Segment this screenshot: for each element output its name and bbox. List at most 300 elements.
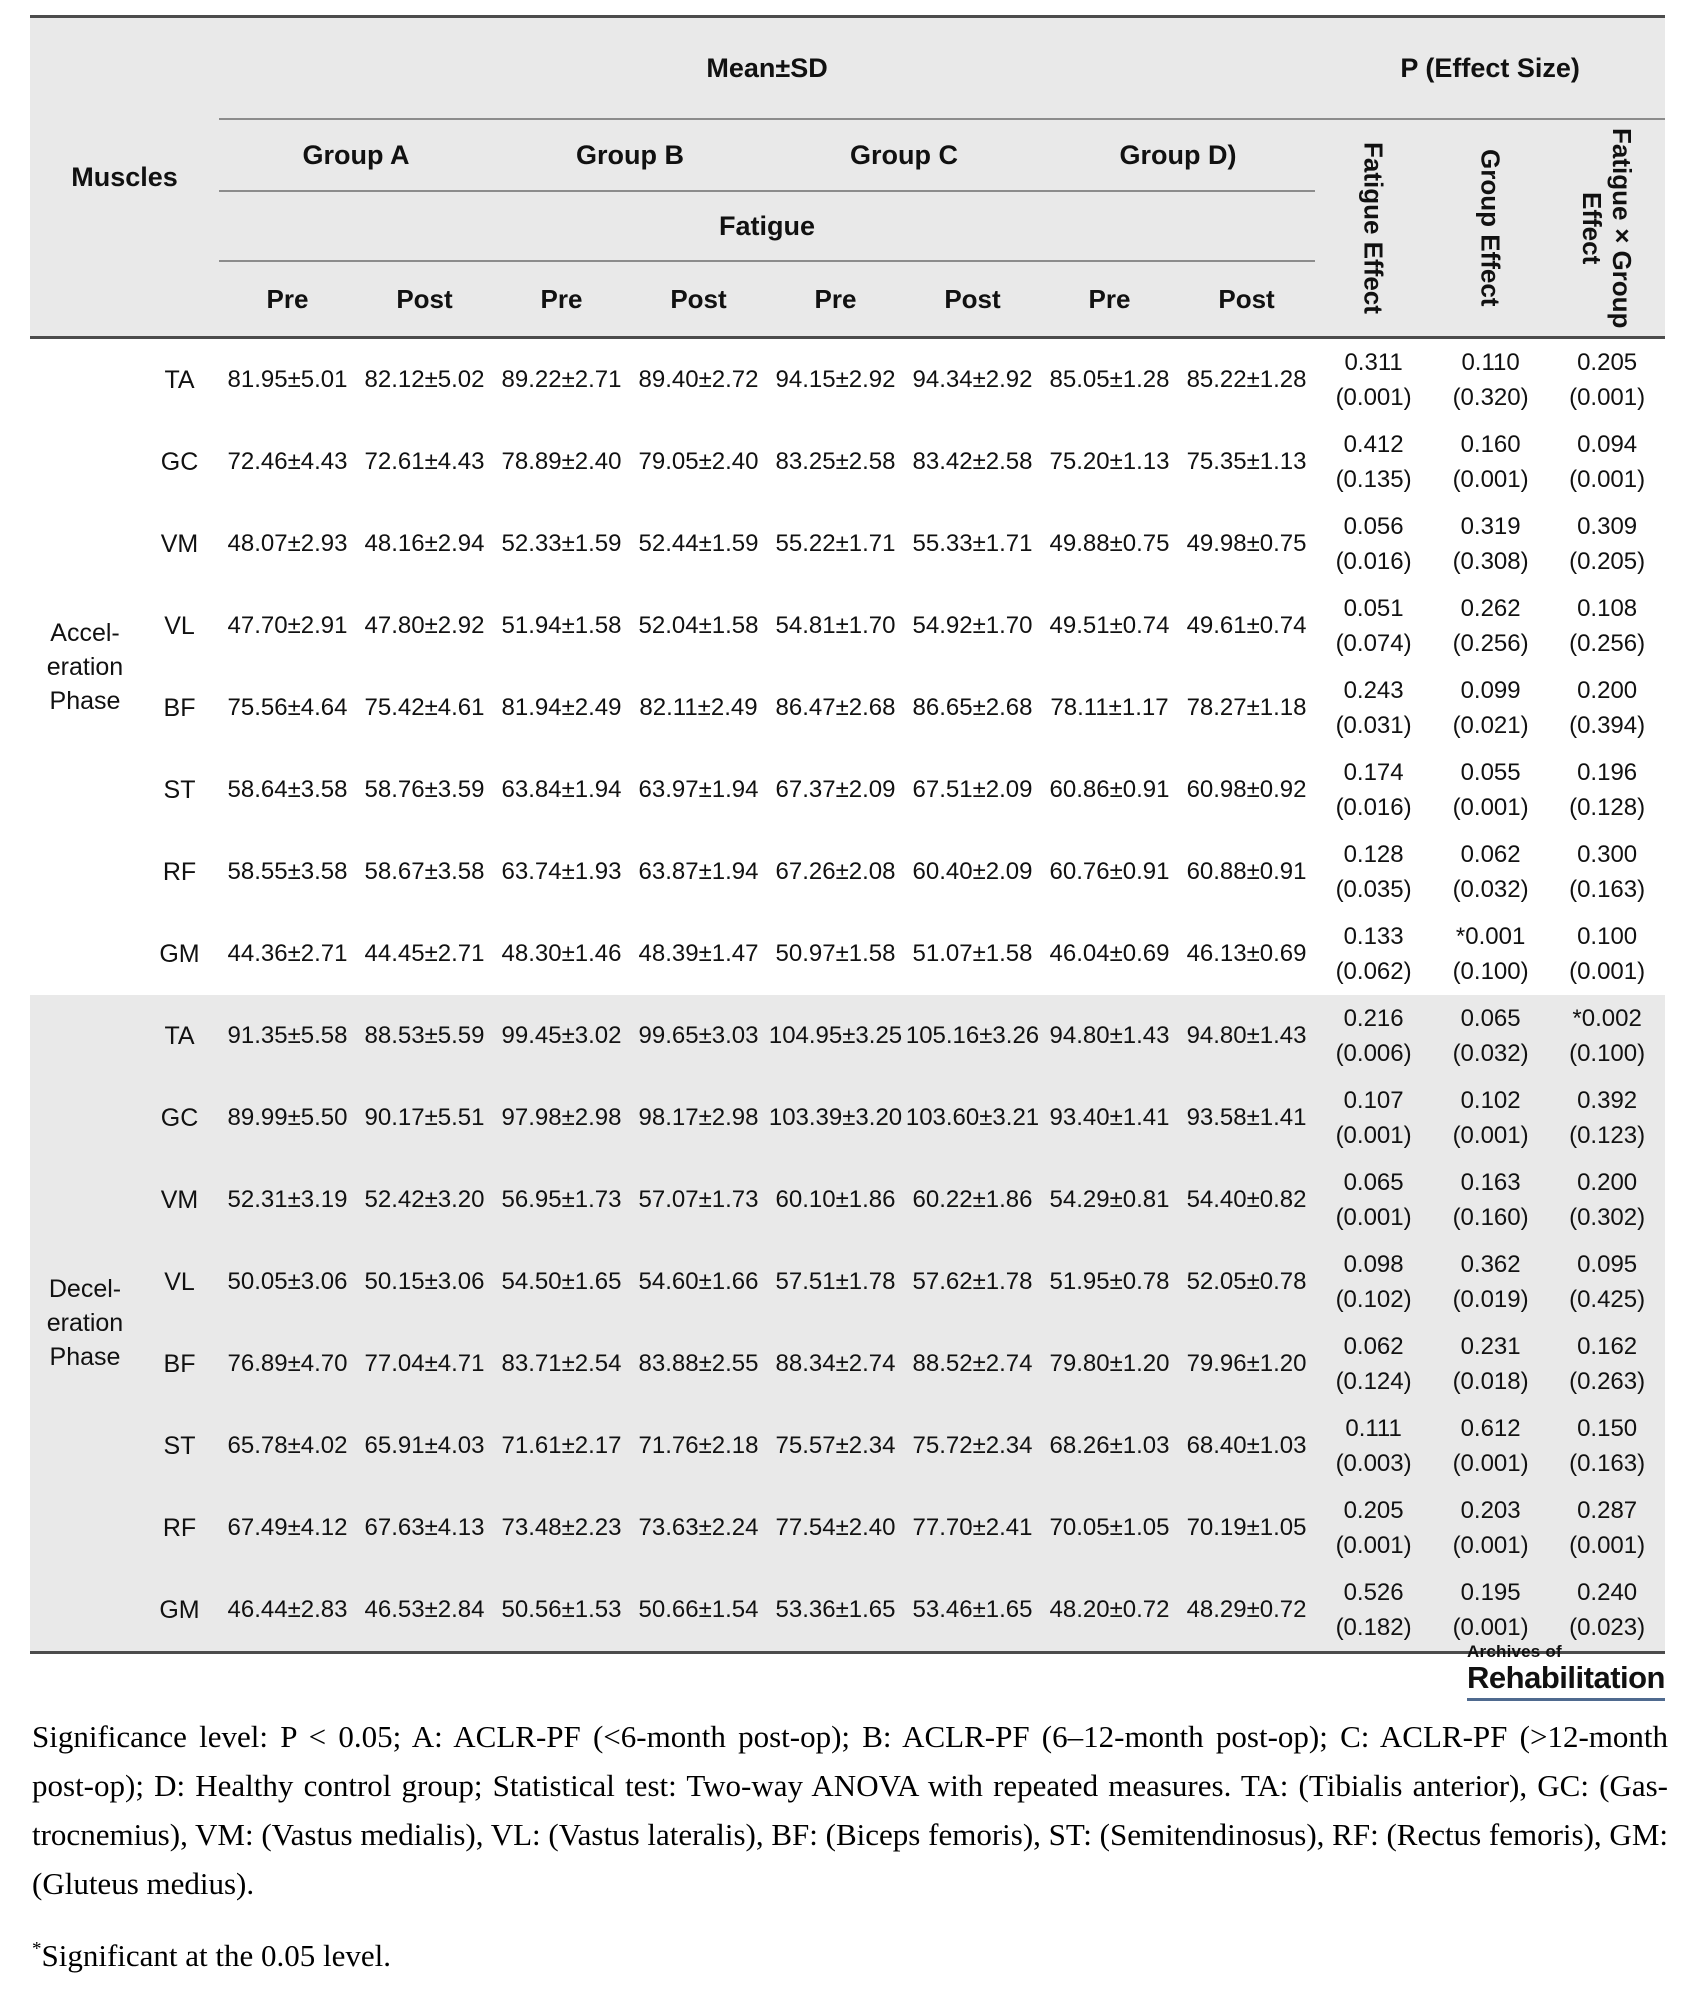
footnote-line: post-op); D: Healthy control group; Statistical test: Two-way ANOVA with repeated measures. TA: (Tibialis anterior), GC: (Gas-	[32, 1768, 1668, 1803]
mean-sd-cell: 49.51±0.74	[1041, 585, 1178, 667]
p-effect-cell	[1549, 749, 1665, 831]
p-effect-line: 0.200	[1577, 1169, 1638, 1196]
mean-sd-cell: 49.88±0.75	[1041, 503, 1178, 585]
muscles-header: Muscles	[30, 17, 219, 338]
significance-asterisk: *	[32, 1938, 42, 1960]
p-effect-cell	[1549, 503, 1665, 585]
mean-sd-cell: 54.60±1.66	[630, 1241, 767, 1323]
p-effect-line: (0.001)	[1569, 384, 1646, 411]
journal-logo	[1467, 1643, 1665, 1701]
mean-sd-cell: 52.04±1.58	[630, 585, 767, 667]
mean-sd-cell: 67.37±2.09	[767, 749, 904, 831]
mean-sd-cell: 52.33±1.59	[493, 503, 630, 585]
muscle-abbr: VL	[140, 1241, 219, 1323]
muscle-abbr: TA	[140, 338, 219, 422]
p-effect-line: 0.056	[1343, 513, 1404, 540]
mean-sd-cell: 72.46±4.43	[219, 421, 356, 503]
mean-sd-cell: 82.11±2.49	[630, 667, 767, 749]
muscle-abbr: BF	[140, 1323, 219, 1405]
p-effect-line: (0.001)	[1335, 1204, 1412, 1231]
p-effect-line: (0.256)	[1452, 630, 1529, 657]
mean-sd-cell: 47.70±2.91	[219, 585, 356, 667]
post-header: Post	[356, 261, 493, 338]
p-effect-cell	[1315, 913, 1432, 995]
mean-sd-cell: 83.71±2.54	[493, 1323, 630, 1405]
table-row	[30, 913, 1665, 995]
p-effect-cell	[1315, 831, 1432, 913]
mean-sd-cell: 97.98±2.98	[493, 1077, 630, 1159]
muscle-abbr: GC	[140, 1077, 219, 1159]
mean-sd-cell: 63.74±1.93	[493, 831, 630, 913]
p-effect-cell	[1549, 1323, 1665, 1405]
p-effect-cell	[1549, 1241, 1665, 1323]
table-row	[30, 1077, 1665, 1159]
mean-sd-cell: 77.54±2.40	[767, 1487, 904, 1569]
mean-sd-cell: 50.66±1.54	[630, 1569, 767, 1653]
p-effect-cell	[1432, 667, 1549, 749]
mean-sd-cell: 50.15±3.06	[356, 1241, 493, 1323]
p-effect-cell	[1432, 421, 1549, 503]
post-header: Post	[1178, 261, 1315, 338]
p-effect-line: 0.216	[1343, 1005, 1404, 1032]
mean-sd-cell: 63.84±1.94	[493, 749, 630, 831]
mean-sd-cell: 53.36±1.65	[767, 1569, 904, 1653]
mean-sd-cell: 58.76±3.59	[356, 749, 493, 831]
logo-archives-of: Archives of	[1467, 1642, 1562, 1661]
p-effect-line: (0.182)	[1335, 1614, 1412, 1641]
mean-sd-cell: 103.60±3.21	[904, 1077, 1041, 1159]
p-effect-line: 0.195	[1460, 1579, 1521, 1606]
p-effect-line: 0.203	[1460, 1497, 1521, 1524]
mean-sd-cell: 75.56±4.64	[219, 667, 356, 749]
p-effect-line: 0.231	[1460, 1333, 1521, 1360]
mean-sd-cell: 67.63±4.13	[356, 1487, 493, 1569]
p-effect-cell	[1315, 995, 1432, 1077]
mean-sd-cell: 89.40±2.72	[630, 338, 767, 422]
table-row	[30, 749, 1665, 831]
mean-sd-cell: 78.27±1.18	[1178, 667, 1315, 749]
p-effect-line: 0.612	[1460, 1415, 1521, 1442]
results-table	[30, 15, 1665, 1654]
p-effect-line: (0.001)	[1569, 958, 1646, 985]
table-row	[30, 1569, 1665, 1653]
p-effect-line: (0.123)	[1569, 1122, 1646, 1149]
p-effect-line: (0.074)	[1335, 630, 1412, 657]
p-effect-cell	[1432, 831, 1549, 913]
p-effect-line: 0.205	[1343, 1497, 1404, 1524]
p-effect-line: (0.128)	[1569, 794, 1646, 821]
mean-sd-cell: 60.22±1.86	[904, 1159, 1041, 1241]
p-effect-cell	[1549, 995, 1665, 1077]
p-effect-line: (0.001)	[1335, 1532, 1412, 1559]
mean-sd-cell: 51.94±1.58	[493, 585, 630, 667]
p-effect-line: 0.174	[1343, 759, 1404, 786]
muscle-abbr: VM	[140, 1159, 219, 1241]
p-effect-cell	[1315, 667, 1432, 749]
p-effect-cell	[1432, 1487, 1549, 1569]
p-effect-line: 0.111	[1345, 1415, 1402, 1442]
mean-sd-cell: 70.05±1.05	[1041, 1487, 1178, 1569]
p-effect-line: (0.100)	[1452, 958, 1529, 985]
p-effect-line: 0.062	[1460, 841, 1521, 868]
table-row	[30, 831, 1665, 913]
p-effect-size-header: P (Effect Size)	[1315, 17, 1665, 120]
footnote-line: (Gluteus medius).	[32, 1866, 255, 1901]
phase-label-line: Accel-	[50, 619, 120, 647]
mean-sd-cell: 85.05±1.28	[1041, 338, 1178, 422]
mean-sd-cell: 51.95±0.78	[1041, 1241, 1178, 1323]
p-effect-line: (0.263)	[1569, 1368, 1646, 1395]
mean-sd-cell: 57.07±1.73	[630, 1159, 767, 1241]
p-effect-line: (0.394)	[1569, 712, 1646, 739]
p-effect-cell	[1432, 338, 1549, 422]
p-effect-line: (0.308)	[1452, 548, 1529, 575]
table-row	[30, 667, 1665, 749]
mean-sd-cell: 94.15±2.92	[767, 338, 904, 422]
p-effect-cell	[1432, 913, 1549, 995]
mean-sd-cell: 83.88±2.55	[630, 1323, 767, 1405]
muscle-abbr: GC	[140, 421, 219, 503]
mean-sd-cell: 52.31±3.19	[219, 1159, 356, 1241]
table-row	[30, 503, 1665, 585]
p-effect-line: (0.021)	[1452, 712, 1529, 739]
mean-sd-cell: 88.52±2.74	[904, 1323, 1041, 1405]
p-effect-line: 0.412	[1343, 431, 1404, 458]
p-effect-cell	[1549, 338, 1665, 422]
post-header: Post	[904, 261, 1041, 338]
mean-sd-cell: 71.76±2.18	[630, 1405, 767, 1487]
p-effect-cell	[1432, 1405, 1549, 1487]
phase-label-line: Decel-	[48, 1275, 122, 1303]
group-effect-label: Group Effect	[1475, 149, 1506, 307]
mean-sd-cell: 54.81±1.70	[767, 585, 904, 667]
p-effect-cell	[1549, 1159, 1665, 1241]
p-effect-cell	[1432, 1569, 1549, 1653]
mean-sd-cell: 48.30±1.46	[493, 913, 630, 995]
group-d-header: Group D)	[1041, 119, 1315, 191]
muscle-abbr: VL	[140, 585, 219, 667]
p-effect-line: 0.319	[1460, 513, 1521, 540]
p-effect-line: (0.035)	[1335, 876, 1412, 903]
p-effect-line: (0.205)	[1569, 548, 1646, 575]
phase-label	[30, 338, 140, 996]
mean-sd-cell: 93.40±1.41	[1041, 1077, 1178, 1159]
p-effect-line: 0.362	[1460, 1251, 1521, 1278]
p-effect-line: (0.163)	[1569, 876, 1646, 903]
mean-sd-cell: 70.19±1.05	[1178, 1487, 1315, 1569]
p-effect-line: (0.001)	[1452, 1450, 1529, 1477]
p-effect-line: 0.240	[1577, 1579, 1638, 1606]
mean-sd-cell: 60.98±0.92	[1178, 749, 1315, 831]
p-effect-line: 0.065	[1343, 1169, 1404, 1196]
mean-sd-cell: 68.40±1.03	[1178, 1405, 1315, 1487]
mean-sd-cell: 46.04±0.69	[1041, 913, 1178, 995]
mean-sd-cell: 49.98±0.75	[1178, 503, 1315, 585]
mean-sd-cell: 86.47±2.68	[767, 667, 904, 749]
mean-sd-cell: 58.64±3.58	[219, 749, 356, 831]
p-effect-cell	[1315, 1487, 1432, 1569]
p-effect-line: (0.102)	[1335, 1286, 1412, 1313]
mean-sd-cell: 75.72±2.34	[904, 1405, 1041, 1487]
pre-header: Pre	[767, 261, 904, 338]
p-effect-cell	[1315, 503, 1432, 585]
mean-sd-cell: 67.49±4.12	[219, 1487, 356, 1569]
mean-sd-cell: 60.40±2.09	[904, 831, 1041, 913]
p-effect-cell	[1315, 421, 1432, 503]
p-effect-cell	[1549, 1077, 1665, 1159]
mean-sd-cell: 91.35±5.58	[219, 995, 356, 1077]
mean-sd-cell: 48.39±1.47	[630, 913, 767, 995]
p-effect-cell	[1432, 995, 1549, 1077]
mean-sd-cell: 65.78±4.02	[219, 1405, 356, 1487]
p-effect-cell	[1549, 585, 1665, 667]
logo-rehabilitation: Rehabilitation	[1467, 1661, 1665, 1701]
mean-sd-cell: 82.12±5.02	[356, 338, 493, 422]
mean-sd-cell: 52.44±1.59	[630, 503, 767, 585]
mean-sd-cell: 60.86±0.91	[1041, 749, 1178, 831]
mean-sd-cell: 71.61±2.17	[493, 1405, 630, 1487]
mean-sd-cell: 68.26±1.03	[1041, 1405, 1178, 1487]
mean-sd-cell: 50.97±1.58	[767, 913, 904, 995]
p-effect-line: 0.205	[1577, 349, 1638, 376]
p-effect-cell	[1432, 503, 1549, 585]
mean-sd-cell: 47.80±2.92	[356, 585, 493, 667]
muscle-abbr: BF	[140, 667, 219, 749]
mean-sd-cell: 63.97±1.94	[630, 749, 767, 831]
p-effect-cell	[1315, 585, 1432, 667]
table-row	[30, 338, 1665, 422]
p-effect-line: (0.006)	[1335, 1040, 1412, 1067]
p-effect-cell	[1315, 1159, 1432, 1241]
p-effect-line: (0.001)	[1452, 1122, 1529, 1149]
pre-header: Pre	[1041, 261, 1178, 338]
mean-sd-header: Mean±SD	[219, 17, 1315, 120]
mean-sd-cell: 75.42±4.61	[356, 667, 493, 749]
mean-sd-cell: 60.10±1.86	[767, 1159, 904, 1241]
table-row	[30, 585, 1665, 667]
muscle-abbr: VM	[140, 503, 219, 585]
mean-sd-cell: 67.51±2.09	[904, 749, 1041, 831]
mean-sd-cell: 46.53±2.84	[356, 1569, 493, 1653]
p-effect-cell	[1432, 1159, 1549, 1241]
p-effect-line: (0.018)	[1452, 1368, 1529, 1395]
table-header	[30, 17, 1665, 338]
p-effect-line: (0.124)	[1335, 1368, 1412, 1395]
muscle-abbr: GM	[140, 913, 219, 995]
p-effect-cell	[1315, 1569, 1432, 1653]
p-effect-line: (0.320)	[1452, 384, 1529, 411]
muscle-abbr: TA	[140, 995, 219, 1077]
table-body	[30, 338, 1665, 1653]
p-effect-cell	[1549, 667, 1665, 749]
p-effect-line: 0.055	[1460, 759, 1521, 786]
p-effect-line: 0.051	[1343, 595, 1404, 622]
mean-sd-cell: 54.92±1.70	[904, 585, 1041, 667]
p-effect-cell	[1549, 1569, 1665, 1653]
p-effect-cell	[1315, 338, 1432, 422]
table-row	[30, 421, 1665, 503]
p-effect-line: (0.019)	[1452, 1286, 1529, 1313]
mean-sd-cell: 105.16±3.26	[904, 995, 1041, 1077]
mean-sd-cell: 65.91±4.03	[356, 1405, 493, 1487]
p-effect-line: 0.107	[1343, 1087, 1404, 1114]
p-effect-line: 0.099	[1460, 677, 1521, 704]
p-effect-line: 0.128	[1343, 841, 1404, 868]
p-effect-line: (0.001)	[1452, 466, 1529, 493]
p-effect-line: 0.243	[1343, 677, 1404, 704]
mean-sd-cell: 51.07±1.58	[904, 913, 1041, 995]
phase-label-line: Phase	[49, 687, 121, 715]
muscle-abbr: ST	[140, 1405, 219, 1487]
mean-sd-cell: 75.20±1.13	[1041, 421, 1178, 503]
p-effect-line: (0.032)	[1452, 1040, 1529, 1067]
mean-sd-cell: 52.42±3.20	[356, 1159, 493, 1241]
phase-label-line: eration	[46, 1309, 124, 1337]
muscle-abbr: GM	[140, 1569, 219, 1653]
mean-sd-cell: 67.26±2.08	[767, 831, 904, 913]
table-row	[30, 1487, 1665, 1569]
p-effect-line: (0.001)	[1452, 1532, 1529, 1559]
mean-sd-cell: 73.63±2.24	[630, 1487, 767, 1569]
p-effect-line: (0.160)	[1452, 1204, 1529, 1231]
mean-sd-cell: 54.40±0.82	[1178, 1159, 1315, 1241]
p-effect-line: *0.002	[1572, 1005, 1642, 1032]
p-effect-line: (0.425)	[1569, 1286, 1646, 1313]
p-effect-cell	[1315, 1241, 1432, 1323]
fatigue-group-effect-label: Fatigue×Group Effect	[1577, 128, 1638, 329]
mean-sd-cell: 94.80±1.43	[1041, 995, 1178, 1077]
mean-sd-cell: 56.95±1.73	[493, 1159, 630, 1241]
mean-sd-cell: 79.80±1.20	[1041, 1323, 1178, 1405]
mean-sd-cell: 85.22±1.28	[1178, 338, 1315, 422]
p-effect-line: 0.160	[1460, 431, 1521, 458]
table-footnote	[32, 1712, 1668, 1908]
table-row	[30, 1405, 1665, 1487]
mean-sd-cell: 58.55±3.58	[219, 831, 356, 913]
p-effect-line: (0.256)	[1569, 630, 1646, 657]
mean-sd-cell: 57.62±1.78	[904, 1241, 1041, 1323]
p-effect-cell	[1549, 831, 1665, 913]
p-effect-cell	[1432, 1241, 1549, 1323]
p-effect-cell	[1315, 1323, 1432, 1405]
group-b-header: Group B	[493, 119, 767, 191]
p-effect-line: 0.110	[1461, 349, 1520, 376]
group-a-header: Group A	[219, 119, 493, 191]
mean-sd-cell: 81.94±2.49	[493, 667, 630, 749]
p-effect-line: (0.062)	[1335, 958, 1412, 985]
p-effect-line: 0.098	[1343, 1251, 1404, 1278]
fatigue-effect-header	[1315, 119, 1432, 338]
pre-header: Pre	[493, 261, 630, 338]
significance-note	[32, 1938, 391, 1974]
mean-sd-cell: 46.44±2.83	[219, 1569, 356, 1653]
mean-sd-cell: 94.34±2.92	[904, 338, 1041, 422]
p-effect-line: (0.001)	[1452, 1614, 1529, 1641]
footnote-line: Significance level: P < 0.05; A: ACLR-PF (<6-month post-op); B: ACLR-PF (6–12-month post-op); C: ACLR-PF (>12-month	[32, 1719, 1668, 1754]
mean-sd-cell: 48.16±2.94	[356, 503, 493, 585]
mean-sd-cell: 44.36±2.71	[219, 913, 356, 995]
p-effect-cell	[1315, 749, 1432, 831]
table-row	[30, 995, 1665, 1077]
p-effect-line: 0.200	[1577, 677, 1638, 704]
mean-sd-cell: 75.35±1.13	[1178, 421, 1315, 503]
mean-sd-cell: 83.25±2.58	[767, 421, 904, 503]
mean-sd-cell: 89.99±5.50	[219, 1077, 356, 1159]
p-effect-line: (0.032)	[1452, 876, 1529, 903]
phase-label-line: eration	[46, 653, 124, 681]
mean-sd-cell: 60.88±0.91	[1178, 831, 1315, 913]
p-effect-line: (0.003)	[1335, 1450, 1412, 1477]
p-effect-line: (0.001)	[1569, 466, 1646, 493]
mean-sd-cell: 99.65±3.03	[630, 995, 767, 1077]
p-effect-line: 0.095	[1577, 1251, 1638, 1278]
mean-sd-cell: 79.05±2.40	[630, 421, 767, 503]
mean-sd-cell: 93.58±1.41	[1178, 1077, 1315, 1159]
group-c-header: Group C	[767, 119, 1041, 191]
mean-sd-cell: 104.95±3.25	[767, 995, 904, 1077]
group-effect-header	[1432, 119, 1549, 338]
p-effect-line: 0.196	[1577, 759, 1638, 786]
table-row	[30, 1323, 1665, 1405]
table-row	[30, 1241, 1665, 1323]
mean-sd-cell: 48.20±0.72	[1041, 1569, 1178, 1653]
mean-sd-cell: 77.70±2.41	[904, 1487, 1041, 1569]
mean-sd-cell: 78.89±2.40	[493, 421, 630, 503]
p-effect-cell	[1549, 421, 1665, 503]
mean-sd-cell: 58.67±3.58	[356, 831, 493, 913]
p-effect-line: *0.001	[1455, 923, 1526, 950]
p-effect-line: (0.135)	[1335, 466, 1412, 493]
p-effect-line: 0.100	[1577, 923, 1638, 950]
p-effect-line: 0.311	[1344, 349, 1403, 376]
p-effect-line: 0.163	[1460, 1169, 1521, 1196]
mean-sd-cell: 50.05±3.06	[219, 1241, 356, 1323]
p-effect-cell	[1432, 749, 1549, 831]
p-effect-line: (0.302)	[1569, 1204, 1646, 1231]
p-effect-line: (0.001)	[1452, 794, 1529, 821]
mean-sd-cell: 79.96±1.20	[1178, 1323, 1315, 1405]
p-effect-line: 0.133	[1343, 923, 1404, 950]
p-effect-line: 0.150	[1577, 1415, 1638, 1442]
p-effect-line: 0.309	[1577, 513, 1638, 540]
mean-sd-cell: 63.87±1.94	[630, 831, 767, 913]
p-effect-cell	[1432, 1077, 1549, 1159]
p-effect-line: (0.016)	[1335, 794, 1412, 821]
p-effect-line: 0.094	[1577, 431, 1638, 458]
mean-sd-cell: 83.42±2.58	[904, 421, 1041, 503]
p-effect-cell	[1549, 1405, 1665, 1487]
mean-sd-cell: 52.05±0.78	[1178, 1241, 1315, 1323]
p-effect-line: 0.262	[1460, 595, 1521, 622]
fatigue-group-effect-header	[1549, 119, 1665, 338]
muscle-abbr: RF	[140, 1487, 219, 1569]
mean-sd-cell: 86.65±2.68	[904, 667, 1041, 749]
mean-sd-cell: 55.22±1.71	[767, 503, 904, 585]
p-effect-line: (0.031)	[1335, 712, 1412, 739]
mean-sd-cell: 90.17±5.51	[356, 1077, 493, 1159]
fatigue-effect-label: Fatigue Effect	[1358, 142, 1389, 314]
mean-sd-cell: 78.11±1.17	[1041, 667, 1178, 749]
p-effect-line: (0.163)	[1569, 1450, 1646, 1477]
p-effect-line: 0.162	[1577, 1333, 1638, 1360]
p-effect-line: 0.392	[1577, 1087, 1638, 1114]
mean-sd-cell: 88.53±5.59	[356, 995, 493, 1077]
p-effect-line: (0.001)	[1335, 384, 1412, 411]
p-effect-line: (0.001)	[1569, 1532, 1646, 1559]
table-row	[30, 1159, 1665, 1241]
p-effect-line: (0.100)	[1569, 1040, 1646, 1067]
mean-sd-cell: 53.46±1.65	[904, 1569, 1041, 1653]
